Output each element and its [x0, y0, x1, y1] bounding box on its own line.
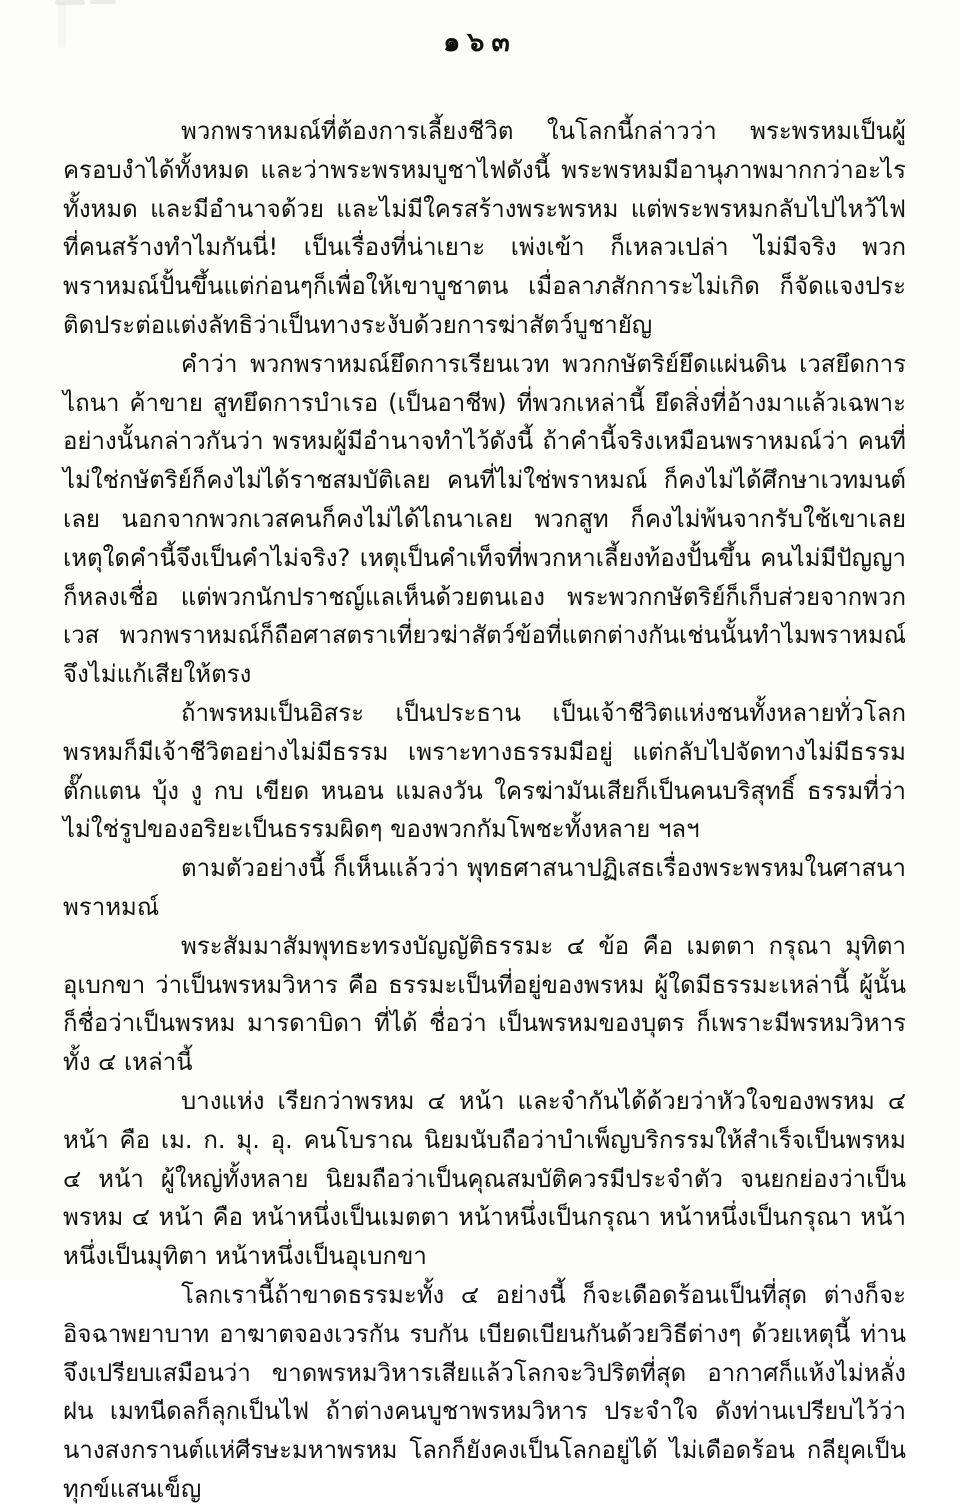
paragraph-5: พระสัมมาสัมพุทธะทรงบัญญัติธรรมะ ๔ ข้อ คือ เมตตา กรุณา มุทิตา อุเบกขา ว่าเป็นพรหมวิหาร คือ ธรรมะเป็นที่อยู่ของพรหม ผู้ใดมีธรรมะเหล่านี้ ผู้นั้นก็ชื่อว่าเป็นพรหม มารดาบิดา ที่ได้ ชื่อว่า เป็นพรหมของบุตร ก็เพราะมีพรหมวิหารทั้ง ๔ เหล่านี้ — [63, 931, 906, 1077]
scan-artifact — [90, 0, 116, 4]
paragraph-4: ตามตัวอย่างนี้ ก็เห็นแล้วว่า พุทธศาสนาปฏิเสธเรื่องพระพรหมในศาสนาพราหมณ์ — [63, 854, 906, 921]
paragraph-7: โลกเรานี้ถ้าขาดธรรมะทั้ง ๔ อย่างนี้ ก็จะเดือดร้อนเป็นที่สุด ต่างก็จะอิจฉาพยาบาท อาฆาตจองเวรกัน รบกัน เบียดเบียนกันด้วยวิธีต่างๆ ด้วยเหตุนี้ ท่านจึงเปรียบเสมือนว่า ขาดพรหมวิหารเสียแล้วโลกจะวิปริตที่สุด อากาศก็แห้งไม่หลั่งฝน เมทนีดลก็ลุกเป็นไฟ ถ้าต่างคนบูชาพรหมวิหาร ประจำใจ ดังท่านเปรียบไว้ว่า นางสงกรานต์แห่ศีรษะมหาพรหม โลกก็ยังคงเป็นโลกอยู่ได้ ไม่เดือดร้อน กลียุคเป็นทุกข์แสนเข็ญ — [63, 1280, 906, 1503]
page-number: ๑๖๓ — [443, 27, 517, 58]
paragraph-3: ถ้าพรหมเป็นอิสระ เป็นประธาน เป็นเจ้าชีวิตแห่งชนทั้งหลายทั่วโลก พรหมก็มีเจ้าชีวิตอย่างไม่มีธรรม เพราะทางธรรมมีอยู่ แต่กลับไปจัดทางไม่มีธรรม ตั๊กแตน บุ้ง งู กบ เขียด หนอน แมลงวัน ใครฆ่ามันเสียก็เป็นคนบริสุทธิ์ ธรรมที่ว่าไม่ใช่รูปของอริยะเป็นธรรมผิดๆ ของพวกกัมโพชะทั้งหลาย ฯลฯ — [63, 698, 906, 844]
paragraph-1: พวกพราหมณ์ที่ต้องการเลี้ยงชีวิต ในโลกนี้กล่าวว่า พระพรหมเป็นผู้ครอบงำได้ทั้งหมด และว่าพระพรหมบูชาไฟดังนี้ พระพรหมมีอานุภาพมากกว่าอะไรทั้งหมด และมีอำนาจด้วย และไม่มีใครสร้างพระพรหม แต่พระพรหมกลับไปไหว้ไฟที่คนสร้างทำไมกันนี่! เป็นเรื่องที่น่าเยาะ เพ่งเข้า ก็เหลวเปล่า ไม่มีจริง พวกพราหมณ์ปั้นขึ้นแต่ก่อนๆก็เพื่อให้เขาบูชาตน เมื่อลาภสักการะไม่เกิด ก็จัดแจงประติดประต่อแต่งลัทธิว่าเป็นทางระงับด้วยการฆ่าสัตว์บูชายัญ — [63, 117, 906, 339]
document-body — [63, 112, 906, 1509]
paragraph-6: บางแห่ง เรียกว่าพรหม ๔ หน้า และจำกันได้ด้วยว่าหัวใจของพรหม ๔ หน้า คือ เม. ก. มุ. อุ. คนโบราณ นิยมนับถือว่าบำเพ็ญบริกรรมให้สำเร็จเป็นพรหม ๔ หน้า ผู้ใหญ่ทั้งหลาย นิยมถือว่าเป็นคุณสมบัติควรมีประจำตัว จนยกย่องว่าเป็นพรหม ๔ หน้า คือ หน้าหนึ่งเป็นเมตตา หน้าหนึ่งเป็นกรุณา หน้าหนึ่งเป็นกรุณา หน้าหนึ่งเป็นมุทิตา หน้าหนึ่งเป็นอุเบกขา — [63, 1086, 906, 1271]
paragraph-2: คำว่า พวกพราหมณ์ยึดการเรียนเวท พวกกษัตริย์ยึดแผ่นดิน เวสยึดการไถนา ค้าขาย สูทยึดการบำเรอ (เป็นอาชีพ) ที่พวกเหล่านี้ ยึดสิ่งที่อ้างมาแล้วเฉพาะอย่างนั้นกล่าวกันว่า พรหมผู้มีอำนาจทำไว้ดังนี้ ถ้าคำนี้จริงเหมือนพราหมณ์ว่า คนที่ไม่ใช่กษัตริย์ก็คงไม่ได้ราชสมบัติเลย คนที่ไม่ใช่พราหมณ์ ก็คงไม่ได้ศึกษาเวทมนต์เลย นอกจากพวกเวสคนก็คงไม่ได้ไถนาเลย พวกสูท ก็คงไม่พ้นจากรับใช้เขาเลย เหตุใดคำนี้จึงเป็นคำไม่จริง? เหตุเป็นคำเท็จที่พวกหาเลี้ยงท้องปั้นขึ้น คนไม่มีปัญญาก็หลงเชื่อ แต่พวกนักปราชญ์แลเห็นด้วยตนเอง พระพวกกษัตริย์ก็เก็บส่วยจากพวกเวส พวกพราหมณ์ก็ถือศาสตราเที่ยวฆ่าสัตว์ข้อที่แตกต่างกันเช่นนั้นทำไมพราหมณ์จึงไม่แก้เสียให้ตรง — [63, 349, 906, 689]
